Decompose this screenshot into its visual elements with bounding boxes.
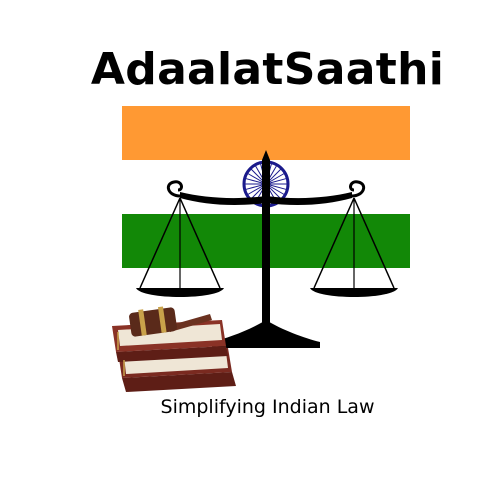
brand-tagline: Simplifying Indian Law [160, 396, 375, 418]
brand-title: AdaalatSaathi [90, 44, 445, 95]
